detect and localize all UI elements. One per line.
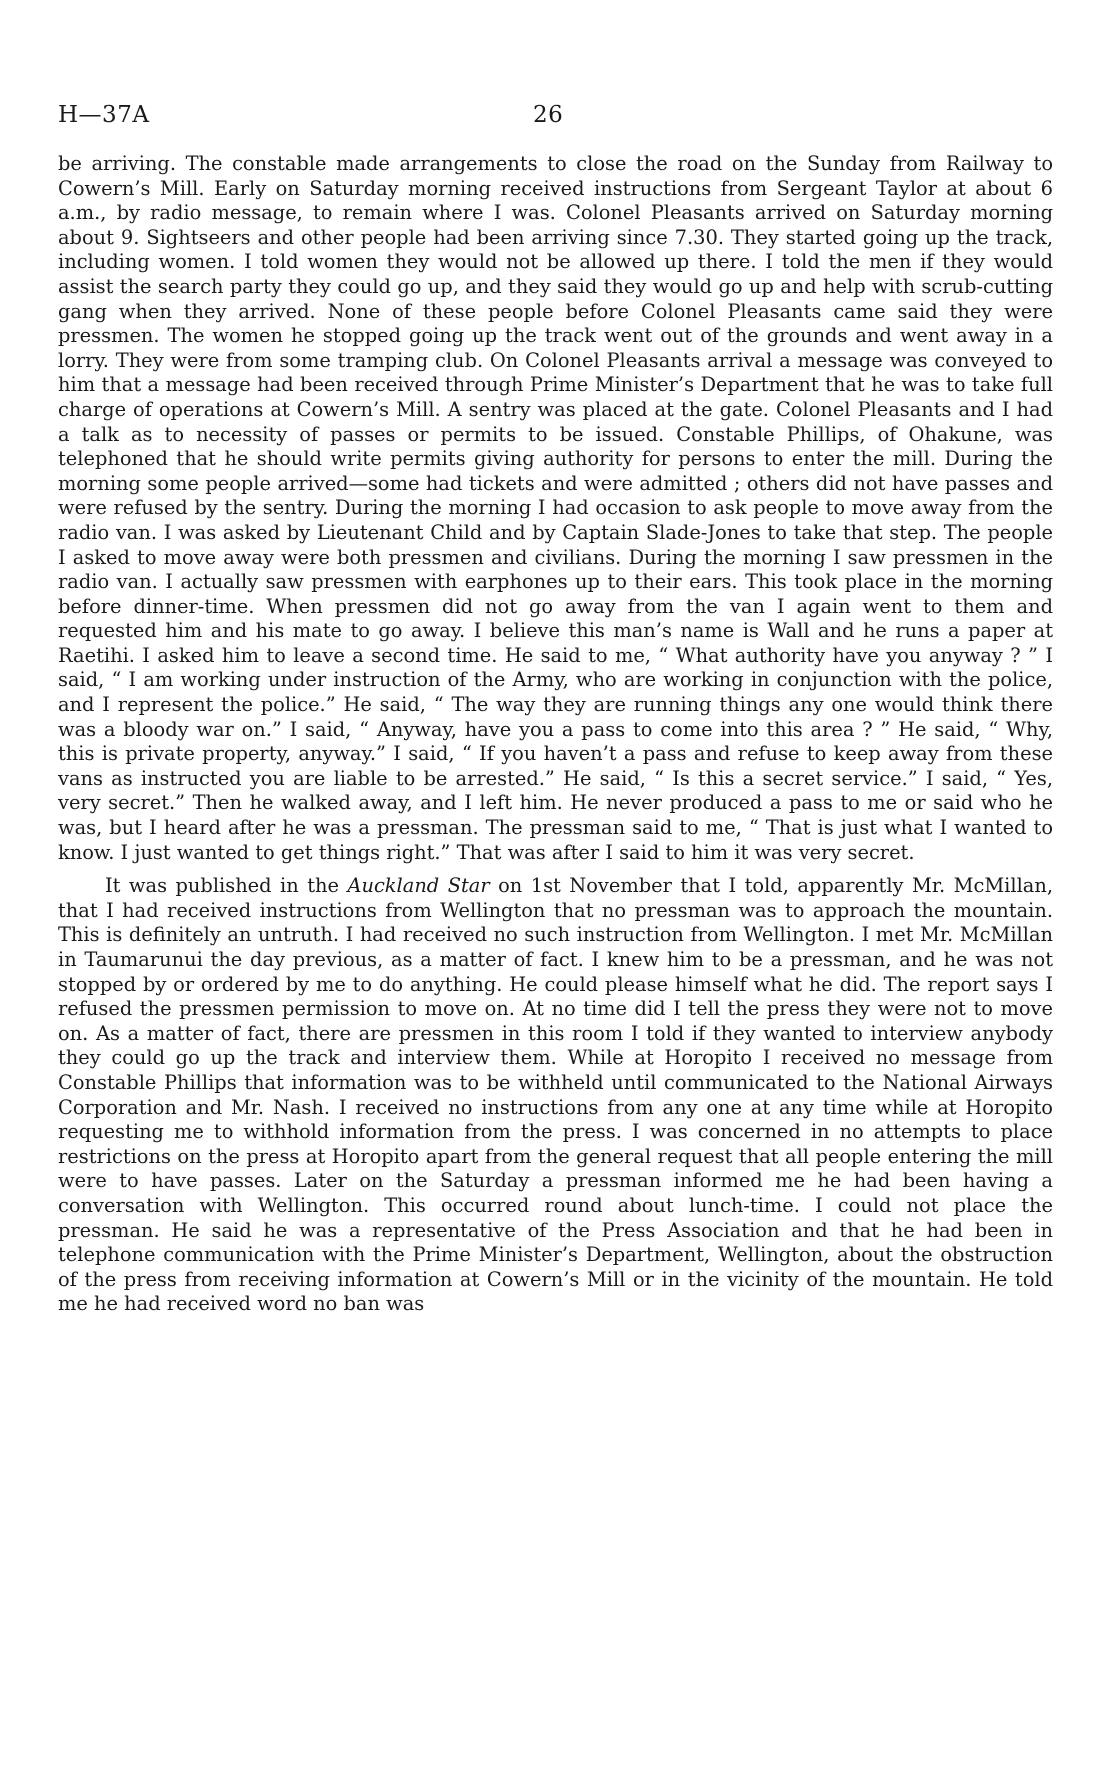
document-id: H—37A: [58, 102, 150, 128]
paragraph-text-start: It was published in the: [105, 874, 348, 898]
paragraph-text-rest: on 1st November that I told, apparently Mr. McMillan, that I had received instructions from Wellington that no pressman was to approach the mountain. This is definitely an untruth. I had received no such instruction from Wellington. I met Mr. McMillan in Taumarunui the day previous, as a matter of fact. I knew him to be a pressman, and he was not stopped by or ordered by me to do anything. He could please himself what he did. The report says I refused the pressmen permission to move on. At no time did I tell the press they were not to move on. As a matter of fact, there are pressmen in this room I told if they wanted to interview anybody they could go up the track and interview them. While at Horopito I received no message from Constable Phillips that information was to be withheld until communicated to the National Airways Corporation and Mr. Nash. I received no instructions from any one at any time while at Horopito requesting me to withhold information from the press. I was concerned in no attempts to place restrictions on the press at Horopito apart from the general request that all people entering the mill were to have passes. Later on the Saturday a pressman informed me he had been having a conversation with Wellington. This occurred round about lunch-time. I could not place the pressman. He said he was a representative of the Press Association and that he had been in telephone communication with the Prime Minister’s Department, Wellington, about the obstruction of the press from receiving information at Cowern’s Mill or in the vicinity of the mountain. He told me he had received word no ban was: [58, 874, 1053, 1316]
page-number: 26: [533, 102, 564, 128]
document-body: [58, 152, 1053, 1317]
newspaper-title: Auckland Star: [347, 874, 490, 898]
page-header: [58, 102, 1048, 136]
paragraph-testimony-1: be arriving. The constable made arrangements to close the road on the Sunday from Railway to Cowern’s Mill. Early on Saturday morning received instructions from Sergeant Taylor at about 6 a.m., by radio message, to remain where I was. Colonel Pleasants arrived on Saturday morning about 9. Sightseers and other people had been arriving since 7.30. They started going up the track, including women. I told women they would not be allowed up there. I told the men if they would assist the search party they could go up, and they said they would go up and help with scrub-cutting gang when they arrived. None of these people before Colonel Pleasants came said they were pressmen. The women he stopped going up the track went out of the grounds and went away in a lorry. They were from some tramping club. On Colonel Pleasants arrival a message was conveyed to him that a message had been received through Prime Minister’s Department that he was to take full charge of operations at Cowern’s Mill. A sentry was placed at the gate. Colonel Pleasants and I had a talk as to necessity of passes or permits to be issued. Constable Phillips, of Ohakune, was telephoned that he should write permits giving authority for persons to enter the mill. During the morning some people arrived—some had tickets and were admitted ; others did not have passes and were refused by the sentry. During the morning I had occasion to ask people to move away from the radio van. I was asked by Lieutenant Child and by Captain Slade-Jones to take that step. The people I asked to move away were both pressmen and civilians. During the morning I saw pressmen in the radio van. I actually saw pressmen with earphones up to their ears. This took place in the morning before dinner-time. When pressmen did not go away from the van I again went to them and requested him and his mate to go away. I believe this man’s name is Wall and he runs a paper at Raetihi. I asked him to leave a second time. He said to me, “ What authority have you anyway ? ” I said, “ I am working under instruction of the Army, who are working in conjunction with the police, and I represent the police.” He said, “ The way they are running things any one would think there was a bloody war on.” I said, “ Anyway, have you a pass to come into this area ? ” He said, “ Why, this is private property, anyway.” I said, “ If you haven’t a pass and refuse to keep away from these vans as instructed you are liable to be arrested.” He said, “ Is this a secret service.” I said, “ Yes, very secret.” Then he walked away, and I left him. He never produced a pass to me or said who he was, but I heard after he was a pressman. The pressman said to me, “ That is just what I wanted to know. I just wanted to get things right.” That was after I said to him it was very secret.: [58, 152, 1053, 864]
paragraph-testimony-2: [58, 874, 1053, 1317]
